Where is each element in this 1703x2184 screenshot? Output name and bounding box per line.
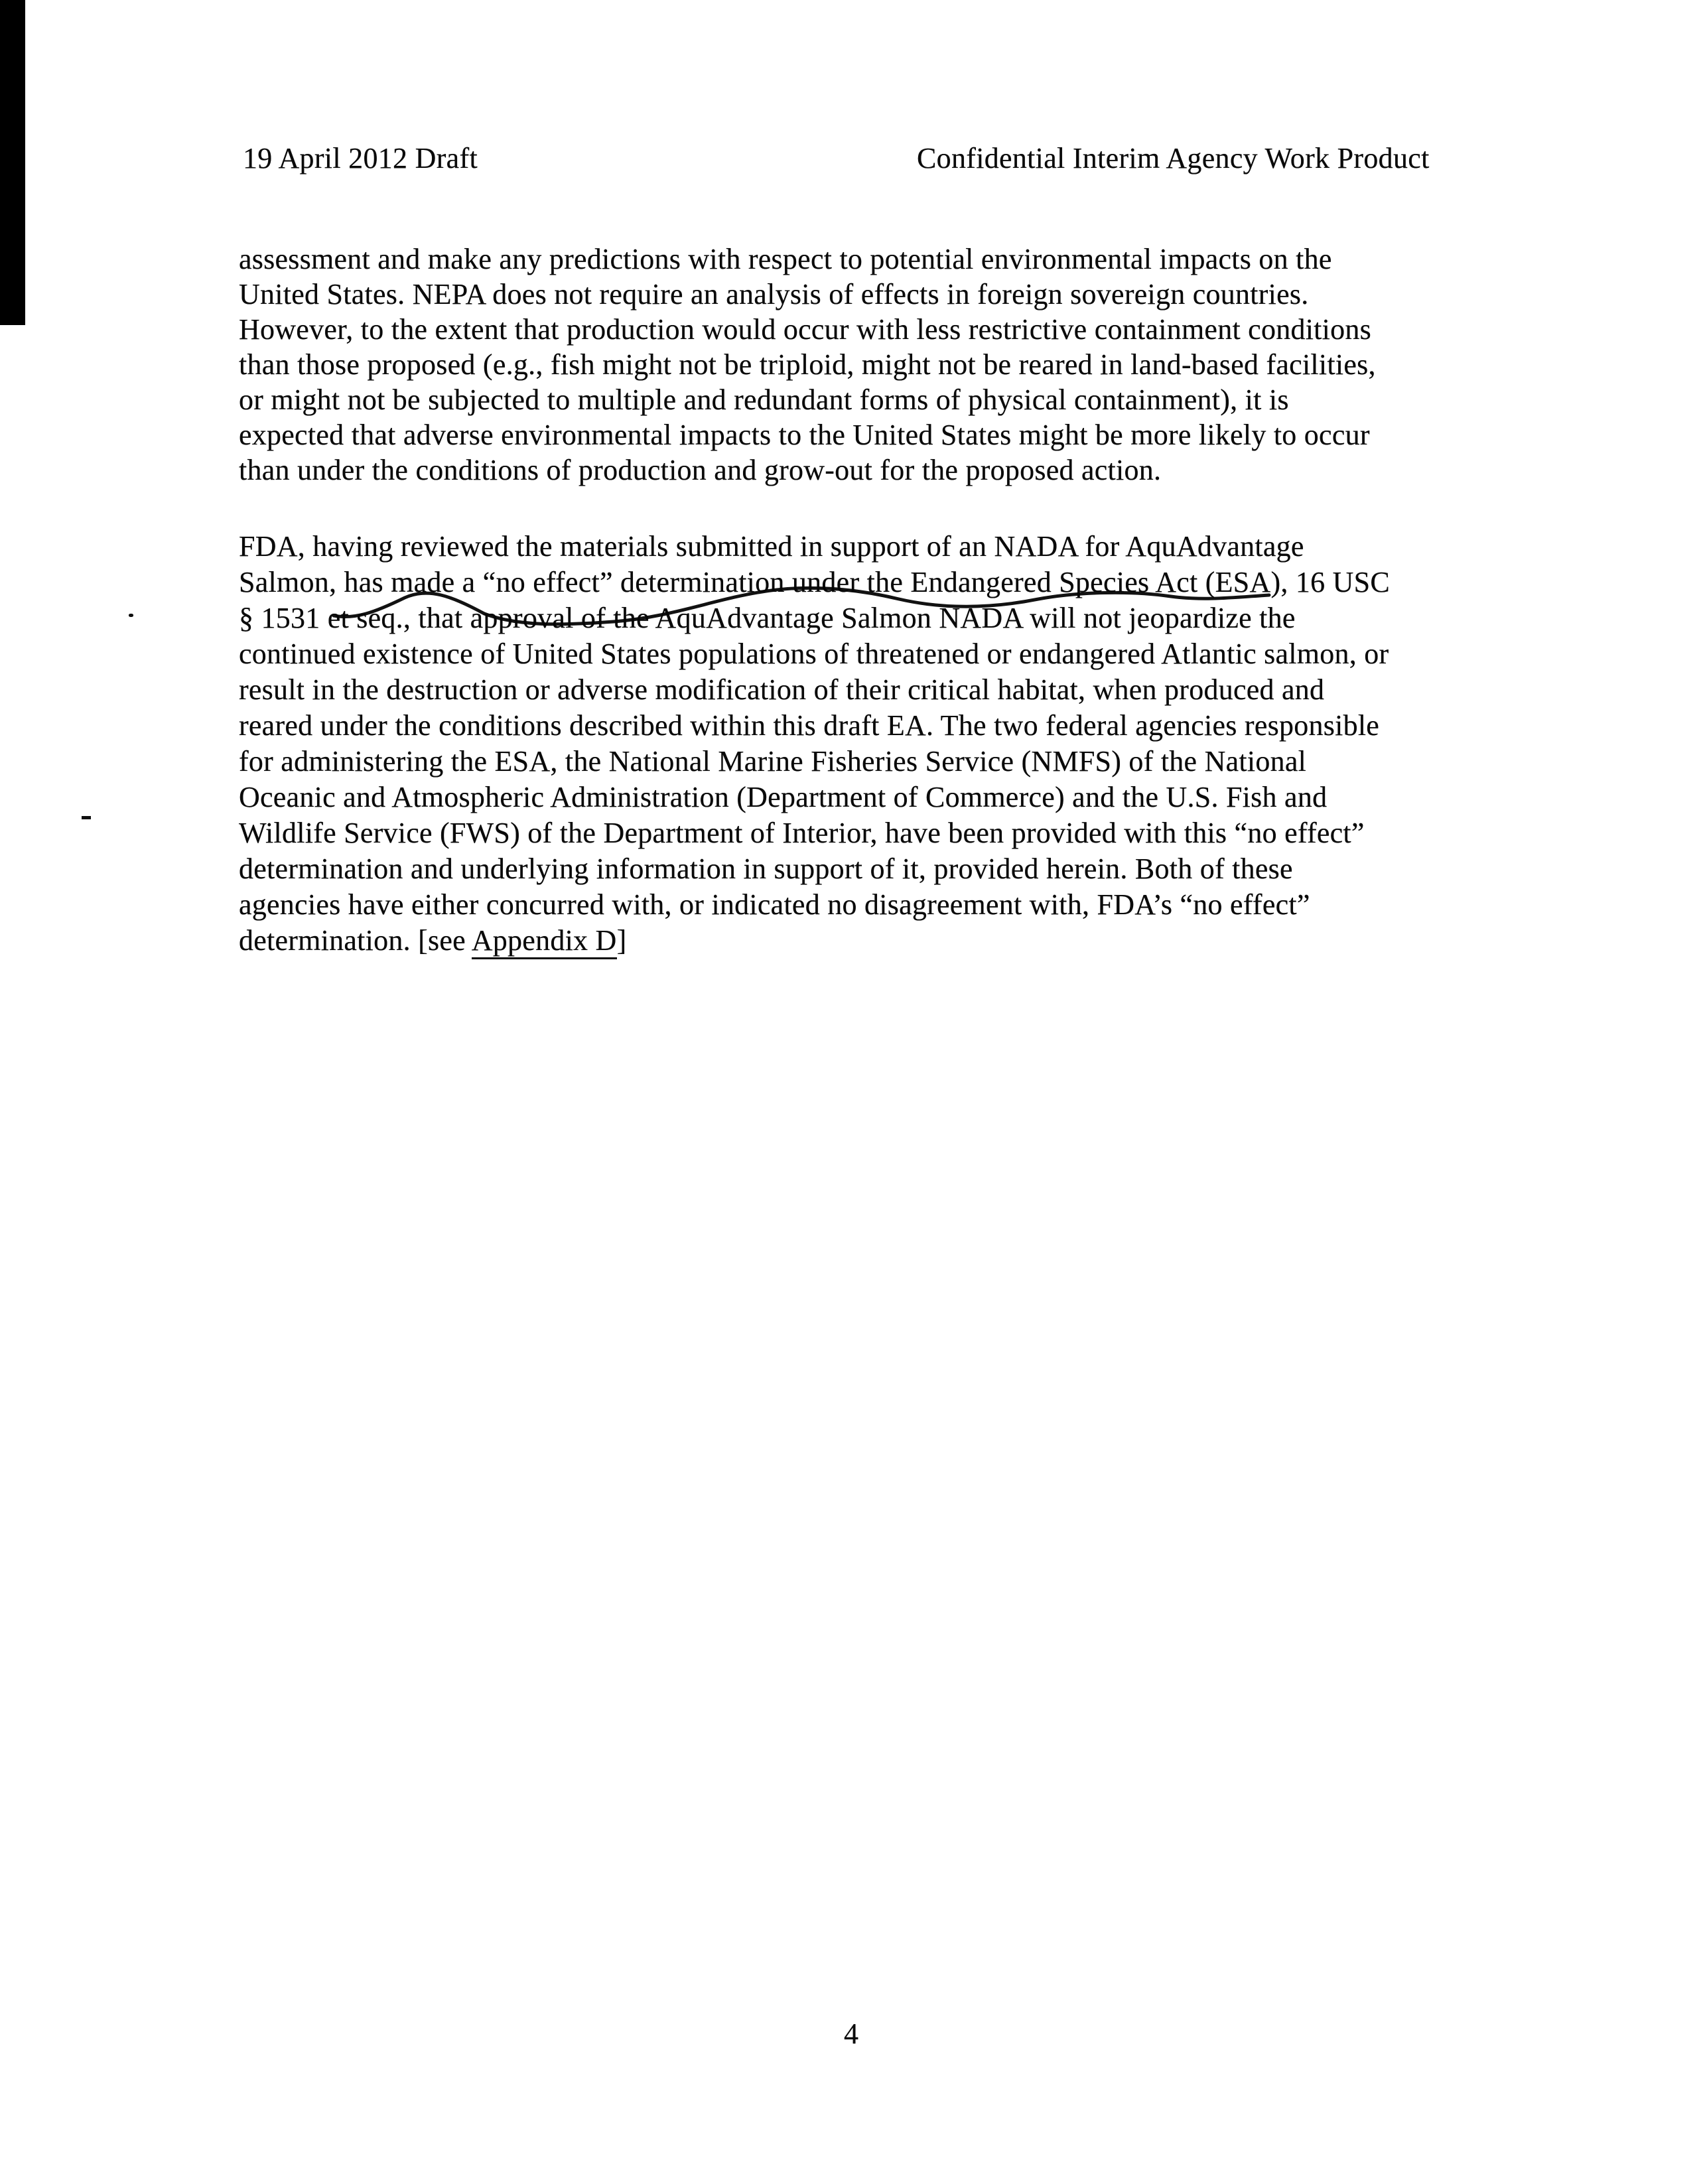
header-date: 19 April 2012 Draft [243,142,478,174]
margin-dot-mark [129,614,133,617]
page-number: 4 [844,2017,859,2050]
last-line-suffix: ] [616,924,627,957]
last-line-prefix: determination. [see [239,924,472,957]
margin-dash-mark [82,816,91,819]
text-line: or might not be subjected to multiple and redundant forms of physical containment), it is [239,383,1289,416]
text-line: However, to the extent that production would occur with less restrictive containment conditions [239,313,1372,346]
text-line: Oceanic and Atmospheric Administration (Department of Commerce) and the U.S. Fish and [239,781,1328,813]
paragraph-nepa-assessment [239,241,1499,488]
text-line: result in the destruction or adverse modification of their critical habitat, when produced and [239,673,1325,706]
text-line: assessment and make any predictions with respect to potential environmental impacts on the [239,243,1332,275]
text-line: reared under the conditions described within this draft EA. The two federal agencies responsible [239,709,1380,742]
text-line: determination and underlying information in support of it, provided herein. Both of these [239,853,1293,885]
text-line: Wildlife Service (FWS) of the Department of Interior, have been provided with this “no effect” [239,817,1365,849]
text-line: continued existence of United States populations of threatened or endangered Atlantic salmon, or [239,638,1389,670]
header-confidentiality-label: Confidential Interim Agency Work Product [917,142,1430,174]
text-line: than under the conditions of production and grow-out for the proposed action. [239,454,1162,486]
text-line: Salmon, has made a “no effect” determination under the Endangered Species Act (ESA), 16 USC [239,566,1390,598]
text-line-appendix [239,923,1499,959]
text-line: FDA, having reviewed the materials submitted in support of an NADA for AquAdvantage [239,530,1304,563]
text-line: United States. NEPA does not require an analysis of effects in foreign sovereign countries. [239,278,1309,310]
text-line: agencies have either concurred with, or indicated no disagreement with, FDA’s “no effect” [239,888,1310,921]
text-line: § 1531 et seq., that approval of the AquAdvantage Salmon NADA will not jeopardize the [239,602,1296,634]
text-line: expected that adverse environmental impacts to the United States might be more likely to occur [239,419,1370,451]
text-line: than those proposed (e.g., fish might not be triploid, might not be reared in land-based facilities, [239,348,1376,381]
paragraph-esa-determination [239,529,1499,959]
text-line: for administering the ESA, the National Marine Fisheries Service (NMFS) of the National [239,745,1307,778]
appendix-d-reference: Appendix D [472,924,617,959]
scanner-edge-artifact [0,0,25,325]
